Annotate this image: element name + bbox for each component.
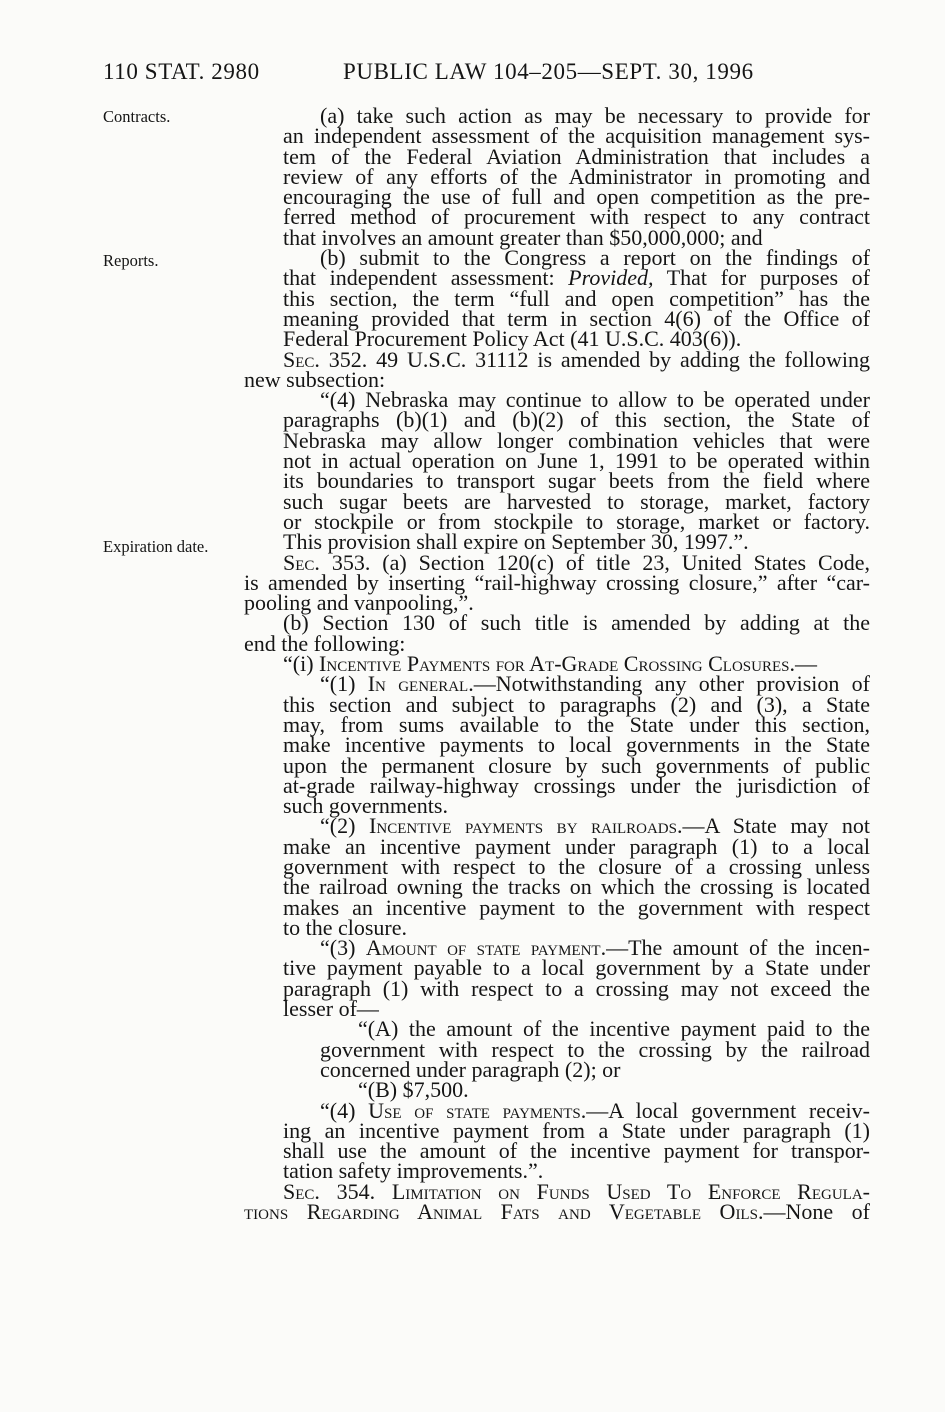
text-line: Nebraska may allow longer combination vehicles that were <box>283 427 870 453</box>
text-segment: A local government receiv- <box>608 1097 870 1123</box>
paragraph-4-use <box>244 1097 870 1184</box>
section-label: Sec. <box>283 1178 320 1204</box>
margin-note-contracts: Contracts. <box>103 107 171 126</box>
text-segment: “(4) <box>320 1097 369 1123</box>
paragraph-heading: Use of state payments.— <box>368 1097 609 1123</box>
margin-note-expiration: Expiration date. <box>103 537 209 556</box>
text-line: “(4) Nebraska may continue to allow to be operated under <box>320 387 870 413</box>
text-segment: “(2) <box>320 813 370 839</box>
paragraph-heading: Amount of state payment.— <box>365 935 629 961</box>
text-line: may, from sums available to the State under this section, <box>283 711 870 737</box>
paragraph-1-in-general <box>244 671 871 819</box>
section-heading: tions Regarding Animal Fats and Vegetable Oils.— <box>244 1199 786 1225</box>
running-title: PUBLIC LAW 104–205—SEPT. 30, 1996 <box>343 59 754 84</box>
paragraph-a-assessment <box>244 103 870 250</box>
text-line: lesser of— <box>283 996 379 1022</box>
text-line: “(B) $7,500. <box>358 1077 469 1103</box>
text-line: tive payment payable to a local government by a State under <box>283 955 870 981</box>
text-line: its boundaries to transport sugar beets from the field where <box>283 468 870 494</box>
text-segment: None of <box>785 1199 870 1225</box>
text-line: This provision shall expire on September 30, 1997.”. <box>283 529 749 555</box>
text-line: upon the permanent closure by such governments of public <box>283 752 870 778</box>
text-line: paragraph (1) with respect to a crossing may not exceed the <box>283 975 870 1001</box>
text-line: is amended by inserting “rail-highway crossing closure,” after “car- <box>244 569 870 595</box>
page-reference: 110 STAT. 2980 <box>103 59 260 84</box>
section-353a <box>244 549 870 616</box>
text-line: review of any efforts of the Administrator in promoting and <box>283 163 870 189</box>
paragraph-b-report <box>244 245 870 352</box>
text-line: make an incentive payment under paragraph (1) to a local <box>283 833 870 859</box>
text-line: such sugar beets are harvested to storage, market, factory <box>283 488 870 514</box>
text-line: shall use the amount of the incentive payment for transpor- <box>283 1138 870 1164</box>
text-line: new subsection: <box>244 366 386 392</box>
text-line: ferred method of procurement with respect to any contract <box>283 204 870 230</box>
text-segment: “(1) <box>320 671 368 697</box>
section-label: Sec. <box>283 549 320 575</box>
text-line: government with respect to the crossing by the railroad <box>320 1036 870 1062</box>
text-line: tem of the Federal Aviation Administration that includes a <box>283 143 870 169</box>
text-line: make incentive payments to local governments in the State <box>283 732 870 758</box>
text-segment: Notwithstanding any other provision of <box>495 671 871 697</box>
text-line: an independent assessment of the acquisition management sys- <box>283 123 870 149</box>
text-segment: that independent assessment: <box>283 265 569 291</box>
text-segment: “(3) <box>320 935 366 961</box>
body-text <box>244 103 871 1225</box>
text-line: “(A) the amount of the incentive payment paid to the <box>358 1016 870 1042</box>
text-line: tation safety improvements.”. <box>283 1158 544 1184</box>
text-line: meaning provided that term in section 4(6) of the Office of <box>283 305 870 331</box>
text-line: pooling and vanpooling,”. <box>244 590 474 616</box>
text-line: this section, the term “full and open competition” has the <box>283 285 870 311</box>
text-line: paragraphs (b)(1) and (b)(2) of this section, the State of <box>283 407 870 433</box>
text-line: government with respect to the closure of a crossing unless <box>283 853 870 879</box>
text-line: such governments. <box>283 793 448 819</box>
text-line: Federal Procurement Policy Act (41 U.S.C. 403(6)). <box>283 326 742 352</box>
text-segment: The amount of the incen- <box>628 935 871 961</box>
subsection-heading: Incentive Payments for At-Grade Crossing Closures.— <box>319 651 817 677</box>
margin-note-reports: Reports. <box>103 251 159 270</box>
section-heading: Limitation on Funds Used To Enforce Regula- <box>391 1178 871 1204</box>
text-line: (b) Section 130 of such title is amended by adding at the <box>283 610 870 636</box>
text-segment: A State may not <box>704 813 870 839</box>
italic-proviso: Provided, <box>568 265 654 291</box>
text-line: (a) take such action as may be necessary to provide for <box>320 103 870 128</box>
text-line: at-grade railway-highway crossings under the jurisdiction of <box>283 772 870 798</box>
text-line: encouraging the use of full and open competition as the pre- <box>283 184 870 210</box>
text-line: ing an incentive payment from a State under paragraph (1) <box>283 1117 870 1143</box>
section-352 <box>244 346 870 392</box>
text-line: concerned under paragraph (2); or <box>320 1056 621 1082</box>
paragraph-2-railroads <box>244 813 870 940</box>
paragraph-heading: Incentive payments by railroads.— <box>369 813 705 839</box>
paragraph-heading: In general.— <box>367 671 496 697</box>
text-line: or stockpile or from stockpile to storage, market or factory. <box>283 508 870 534</box>
text-segment: 354. <box>319 1178 392 1204</box>
section-353b <box>244 610 870 656</box>
text-line: this section and subject to paragraphs (2) and (3), a State <box>283 691 870 717</box>
text-segment: That for purposes of <box>653 265 870 291</box>
paragraph-3-amount <box>244 935 871 1022</box>
text-line: that involves an amount greater than $50,000,000; and <box>283 224 763 250</box>
text-segment: “(i) <box>283 651 320 677</box>
text-segment: 353. (a) Section 120(c) of title 23, United States Code, <box>319 549 870 575</box>
text-line: the railroad owning the tracks on which the crossing is located <box>283 874 870 900</box>
section-354 <box>244 1178 871 1225</box>
text-line: end the following: <box>244 630 406 656</box>
text-line: not in actual operation on June 1, 1991 to be operated within <box>283 448 870 474</box>
text-line <box>244 1199 870 1225</box>
text-line: to the closure. <box>283 914 408 940</box>
text-segment: 352. 49 U.S.C. 31112 is amended by adding the following <box>319 346 870 372</box>
text-line: makes an incentive payment to the government with respect <box>283 894 870 920</box>
text-line: (b) submit to the Congress a report on the findings of <box>320 245 870 271</box>
subparagraph-a <box>244 1016 870 1082</box>
section-label: Sec. <box>283 346 320 372</box>
quoted-subsection-4 <box>244 387 870 555</box>
